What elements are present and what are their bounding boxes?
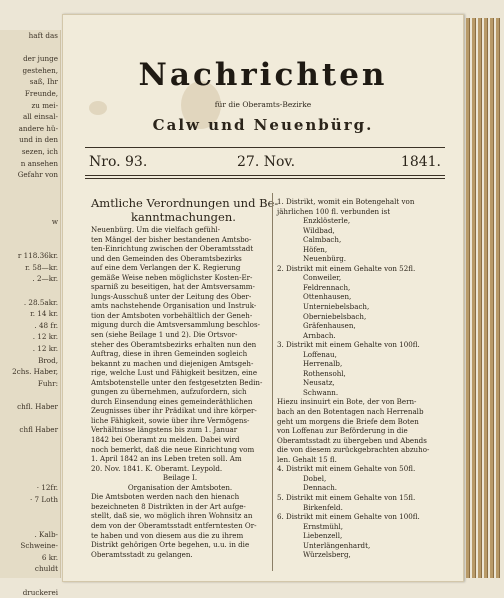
text-line: Wildbad, <box>277 226 453 236</box>
fragment-line: 6 kr. <box>0 552 60 564</box>
fragment-line: w <box>0 216 60 228</box>
fragment-line: 2chs. Haber, <box>0 366 60 378</box>
fragment-line: all einsal- <box>0 111 60 123</box>
newspaper-page <box>62 14 464 582</box>
fragment-line <box>0 505 60 517</box>
masthead-subtitle: für die Oberamts-Bezirke <box>63 100 463 109</box>
text-line: Ernstmühl, <box>277 522 453 532</box>
fragment-line <box>0 413 60 425</box>
issue-year: 1841. <box>401 154 441 170</box>
text-line: Liebenzell, <box>277 531 453 541</box>
fragment-line: chfl Haber <box>0 424 60 436</box>
issue-date: 27. Nov. <box>237 154 295 170</box>
text-line: lungs-Ausschuß unter der Leitung des Ober- <box>91 292 269 302</box>
fragment-line: chfl. Haber <box>0 401 60 413</box>
text-line: liche Fähigkeit, sowie über ihre Vermögens- <box>91 416 269 426</box>
text-line: Die Amtsboten werden nach den hienach <box>91 492 269 502</box>
text-line: 1. April 1842 an ins Leben treten soll. Am <box>91 454 269 464</box>
text-line: Enzklösterle, <box>277 216 453 226</box>
text-line: migung durch die Amtsversammlung beschlos- <box>91 320 269 330</box>
text-line: Arnbach. <box>277 331 453 341</box>
fragment-line: haft das <box>0 30 60 42</box>
column-divider <box>272 193 273 571</box>
text-line: geht um morgens die Briefe dem Boten <box>277 417 453 427</box>
text-line: stellt, daß sie, wo möglich ihren Wohnsitz an <box>91 511 269 521</box>
fragment-line: . 12 kr. <box>0 331 60 343</box>
text-line: gemäße Weise neben möglichster Kosten-Er- <box>91 273 269 283</box>
fragment-line: . Kalb- <box>0 529 60 541</box>
issue-rule-upper <box>85 175 445 176</box>
text-line: und den Gemeinden des Oberamtsbezirks <box>91 254 269 264</box>
fragment-line <box>0 575 60 587</box>
fragment-line: . 12 kr. <box>0 343 60 355</box>
text-line: 3. Distrikt mit einem Gehalte von 100fl. <box>277 340 453 350</box>
text-line: Feldrennach, <box>277 283 453 293</box>
text-line: Amtsbotenstelle unter den festgesetzten Bedin- <box>91 378 269 388</box>
masthead-title: Nachrichten <box>63 57 463 93</box>
text-line: 6. Distrikt mit einem Gehalte von 100fl. <box>277 512 453 522</box>
text-line: Höfen, <box>277 245 453 255</box>
text-line: rige, welche Lust und Fähigkeit besitzen, eine <box>91 368 269 378</box>
book-edge <box>462 18 504 578</box>
text-line: Auftrag, diese in ihren Gemeinden sogleich <box>91 349 269 359</box>
fragment-line: r 118.36kr. <box>0 250 60 262</box>
fragment-line <box>0 181 60 193</box>
text-line: Hiezu insinuirt ein Bote, der von Bern- <box>277 397 453 407</box>
text-line: 4. Distrikt mit einem Gehalte von 50fl. <box>277 464 453 474</box>
masthead-towns: Calw und Neuenbürg. <box>63 116 463 134</box>
text-line: Conweiler, <box>277 273 453 283</box>
text-line: sparniß zu beseitigen, hat der Amtsversamm- <box>91 282 269 292</box>
fragment-line: . 28.5akr. <box>0 297 60 309</box>
fragment-line: Brod, <box>0 355 60 367</box>
text-line: te haben und von diesem aus die zu ihrem <box>91 531 269 541</box>
fragment-line: andere hü- <box>0 123 60 135</box>
text-line: Ottenhausen, <box>277 292 453 302</box>
text-line: sen (siehe Beilage 1 und 2). Die Ortsvor- <box>91 330 269 340</box>
text-line: Oberamtsstadt zu übergeben und Abends <box>277 436 453 446</box>
text-line: Birkenfeld. <box>277 503 453 513</box>
fragment-line <box>0 471 60 483</box>
fragment-line <box>0 285 60 297</box>
text-line: Herrenalb, <box>277 359 453 369</box>
text-line: durch Einsendung eines gemeinderäthlichen <box>91 397 269 407</box>
fragment-line <box>0 447 60 459</box>
text-line: von Loffenau zur Beförderung in die <box>277 426 453 436</box>
fragment-line: r. 58—kr. <box>0 262 60 274</box>
text-line: Rothensohl, <box>277 369 453 379</box>
fragment-line <box>0 192 60 204</box>
text-line: Zeugnisses über ihr Prädikat und ihre körper- <box>91 406 269 416</box>
text-line: auf eine dem Verlangen der K. Regierung <box>91 263 269 273</box>
fragment-line: n ansehen <box>0 158 60 170</box>
fragment-line <box>0 517 60 529</box>
text-line: Loffenau, <box>277 350 453 360</box>
text-line: Neusatz, <box>277 378 453 388</box>
fragment-line: sezen, ich <box>0 146 60 158</box>
fragment-line: · 12fr. <box>0 482 60 494</box>
text-line: len. Gehalt 15 fl. <box>277 455 453 465</box>
text-line: Neuenbürg. <box>277 254 453 264</box>
fragment-line: chuldt <box>0 563 60 575</box>
text-line: ten Mängel der bisher bestandenen Amtsbo- <box>91 235 269 245</box>
text-line: Gräfenhausen, <box>277 321 453 331</box>
text-line: steher des Oberamtsbezirks erhalten nun den <box>91 340 269 350</box>
fragment-line: . 2—kr. <box>0 273 60 285</box>
text-line: gungen zu übernehmen, aufzufordern, sich <box>91 387 269 397</box>
text-line: dem von der Oberamtsstadt entferntesten Or- <box>91 521 269 531</box>
text-line: die von diesem zurückgebrachten abzuho- <box>277 445 453 455</box>
text-line: bezeichneten 8 Distrikten in der Art aufge- <box>91 502 269 512</box>
fragment-line: und in den <box>0 134 60 146</box>
fragment-line <box>0 436 60 448</box>
text-line: Oberamtsstadt zu gelangen. <box>91 550 269 560</box>
text-line: Dobel, <box>277 474 453 484</box>
left-text-column <box>91 197 269 559</box>
text-line: 2. Distrikt mit einem Gehalte von 52fl. <box>277 264 453 274</box>
text-line: 5. Distrikt mit einem Gehalte von 15fl. <box>277 493 453 503</box>
fragment-line: saß, Ihr <box>0 76 60 88</box>
fragment-line: gestehen, <box>0 65 60 77</box>
text-line: amts nachstehende Organisation und Instruk- <box>91 301 269 311</box>
fragment-line: Freunde, <box>0 88 60 100</box>
fragment-line <box>0 459 60 471</box>
text-line: 20. Nov. 1841. K. Oberamt. Leypold. <box>91 464 269 474</box>
section-heading-continued: kanntmachungen. <box>91 211 269 224</box>
fragment-line <box>0 42 60 54</box>
fragment-line: der junge <box>0 53 60 65</box>
fragment-line: · 7 Loth <box>0 494 60 506</box>
fragment-line <box>0 239 60 251</box>
fragment-line: Fuhr: <box>0 378 60 390</box>
text-line: Würzelsberg, <box>277 550 453 560</box>
fragment-line: druckerei <box>0 587 60 598</box>
text-line: Dennach. <box>277 483 453 493</box>
text-line: Neuenbürg. Um die vielfach gefühl- <box>91 225 269 235</box>
text-line: 1. Distrikt, womit ein Botengehalt von <box>277 197 453 207</box>
fragment-line: zu mei- <box>0 100 60 112</box>
text-line: Organisation der Amtsboten. <box>91 483 269 493</box>
text-line: Unterlängenhardt, <box>277 541 453 551</box>
text-line: Beilage I. <box>91 473 269 483</box>
text-line: 1842 bei Oberamt zu melden. Dabei wird <box>91 435 269 445</box>
text-line: jährlichen 100 fl. verbunden ist <box>277 207 453 217</box>
issue-rule-lower <box>85 178 445 179</box>
fragment-line: Schweine- <box>0 540 60 552</box>
top-rule <box>85 147 445 148</box>
text-line: Oberniebelsbach, <box>277 312 453 322</box>
text-line: Verhältnisse längstens bis zum 1. Januar <box>91 425 269 435</box>
fragment-line: . 48 fr. <box>0 320 60 332</box>
issue-number: Nro. 93. <box>89 154 147 170</box>
text-line: ten-Einrichtung zwischen der Oberamtsstadt <box>91 244 269 254</box>
right-text-column <box>277 197 453 560</box>
text-line: Distrikt gehörigen Orte begehen, u.u. in die <box>91 540 269 550</box>
text-line: Unterniebelsbach, <box>277 302 453 312</box>
text-line: Calmbach, <box>277 235 453 245</box>
text-line: bach an den Botentagen nach Herrenalb <box>277 407 453 417</box>
text-line: noch bemerkt, daß die neue Einrichtung vom <box>91 445 269 455</box>
fragment-line <box>0 204 60 216</box>
fragment-line <box>0 389 60 401</box>
text-line: tion der Amtsboten vorbehältlich der Geneh- <box>91 311 269 321</box>
fragment-line: r. 14 kr. <box>0 308 60 320</box>
text-line: bekannt zu machen und diejenigen Amtsgeh- <box>91 359 269 369</box>
fragment-line: Gefahr von <box>0 169 60 181</box>
previous-page-edge <box>0 30 61 578</box>
section-heading: Amtliche Verordnungen und Be- <box>91 197 269 210</box>
text-line: Schwann. <box>277 388 453 398</box>
fragment-line <box>0 227 60 239</box>
